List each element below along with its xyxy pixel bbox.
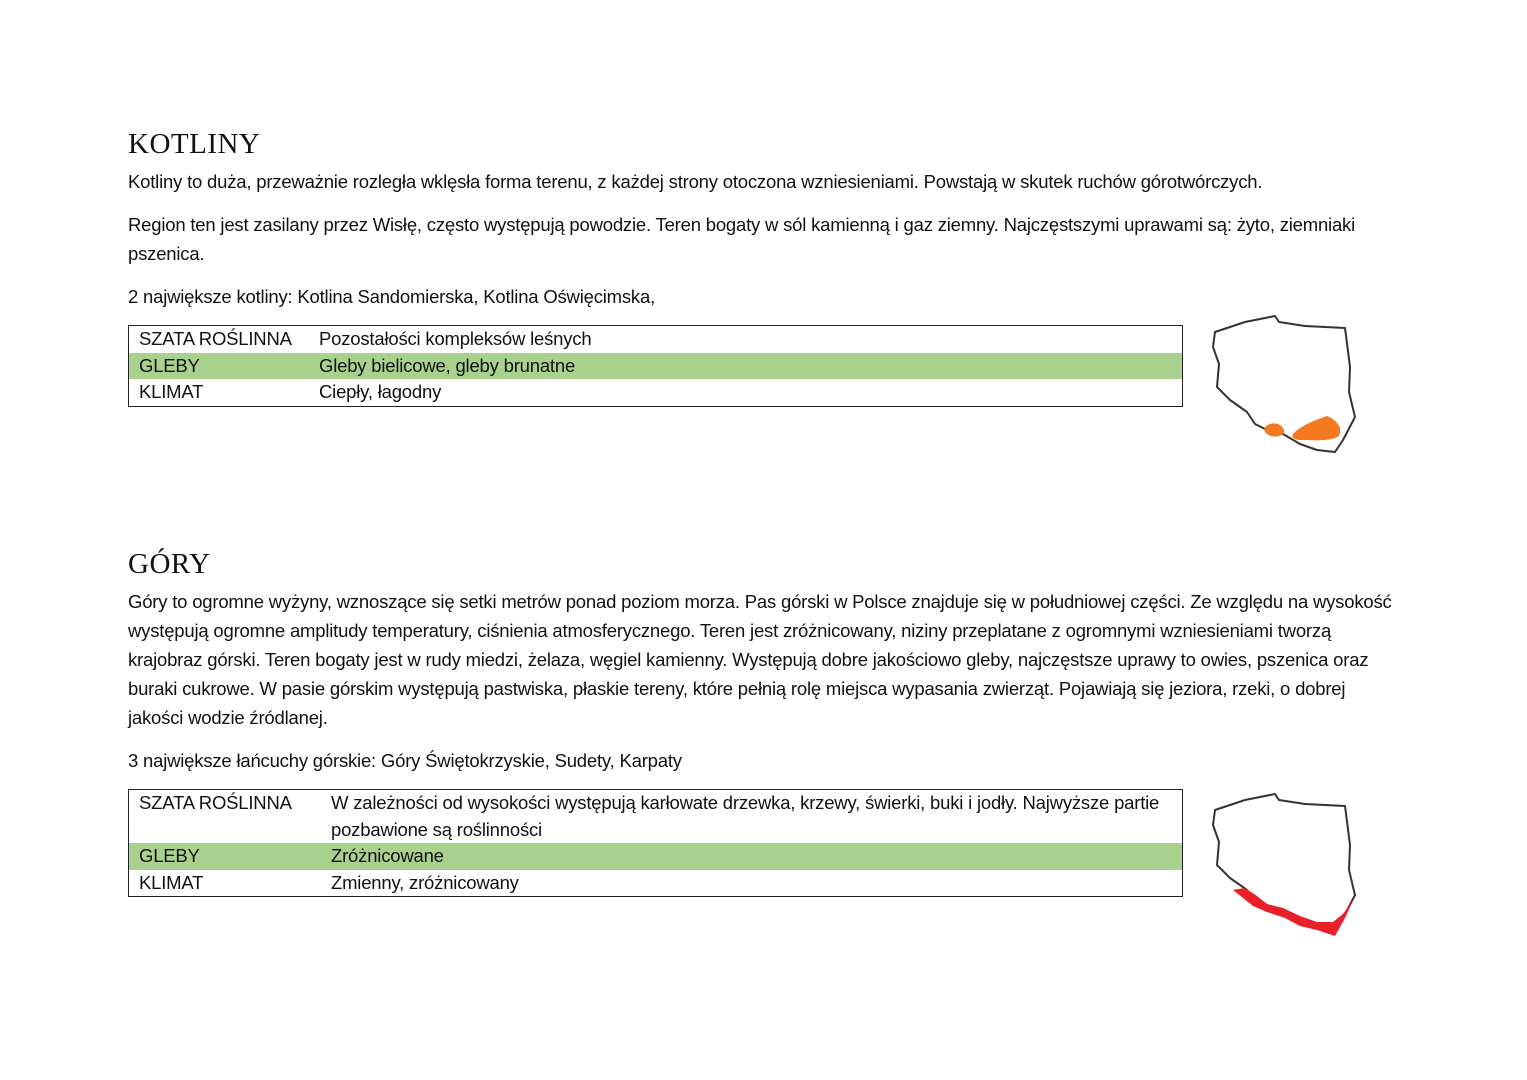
kotliny-paragraph-2: Region ten jest zasilany przez Wisłę, często występują powodzie. Teren bogaty w sól kamienną i gaz ziemny. Najczęstszymi uprawami są: żyto, ziemniaki pszenica.: [128, 214, 1356, 264]
section-title-gory: GÓRY: [128, 548, 211, 580]
row-value: Zmienny, zróżnicowany: [331, 871, 519, 893]
row-label: GLEBY: [129, 353, 310, 380]
row-label: KLIMAT: [139, 871, 204, 893]
table-row: [129, 326, 1183, 353]
row-value: W zależności od wysokości występują karłowate drzewka, krzewy, świerki, buki i jodły. Najwyższe partie pozbawione są roślinności: [331, 792, 1160, 840]
table-row: [129, 353, 1183, 380]
gory-info-table: [128, 789, 1183, 897]
row-label: SZATA ROŚLINNA: [139, 792, 292, 813]
row-value: Pozostałości kompleksów leśnych: [319, 328, 592, 349]
kotliny-paragraph-3: 2 największe kotliny: Kotlina Sandomierska, Kotlina Oświęcimska,: [128, 286, 656, 307]
poland-map-icon: [1205, 312, 1360, 462]
table-row: [129, 379, 1183, 406]
gory-paragraph-2: 3 największe łańcuchy górskie: Góry Świętokrzyskie, Sudety, Karpaty: [128, 750, 682, 771]
row-label: SZATA ROŚLINNA: [139, 328, 292, 349]
table-row: [129, 843, 1183, 870]
section-title-kotliny: KOTLINY: [128, 128, 261, 160]
row-label: GLEBY: [129, 843, 322, 870]
row-value: Gleby bielicowe, gleby brunatne: [309, 353, 1183, 380]
poland-map-icon: [1205, 790, 1360, 940]
row-value: Zróżnicowane: [321, 843, 1183, 870]
row-value: Ciepły, łagodny: [319, 381, 442, 402]
row-label: KLIMAT: [139, 381, 204, 402]
kotliny-info-table: [128, 325, 1183, 407]
kotliny-paragraph-1: Kotliny to duża, przeważnie rozległa wklęsła forma terenu, z każdej strony otoczona wzniesieniami. Powstają w skutek ruchów górotwórczych.: [128, 171, 1263, 192]
gory-paragraph-1: Góry to ogromne wyżyny, wznoszące się setki metrów ponad poziom morza. Pas górski w Polsce znajduje się w południowej części. Ze względu na wysokość występują ogromne amplitudy temperatury, ciśnienia atmosferycznego. Teren jest zróżnicowany, niziny przeplatane z ogromnymi wzniesieniami tworzą krajobraz górski. Teren bogaty jest w rudy miedzi, żelaza, węgiel kamienny. Występują dobre jakościowo gleby, najczęstsze uprawy to owies, pszenica oraz buraki cukrowe. W pasie górskim występują pastwiska, płaskie tereny, które pełnią rolę miejsca wypasania zwierząt. Pojawiają się jeziora, rzeki, o dobrej jakości wodzie źródlanej.: [128, 591, 1392, 728]
table-row: [129, 870, 1183, 897]
table-row: [129, 790, 1183, 844]
